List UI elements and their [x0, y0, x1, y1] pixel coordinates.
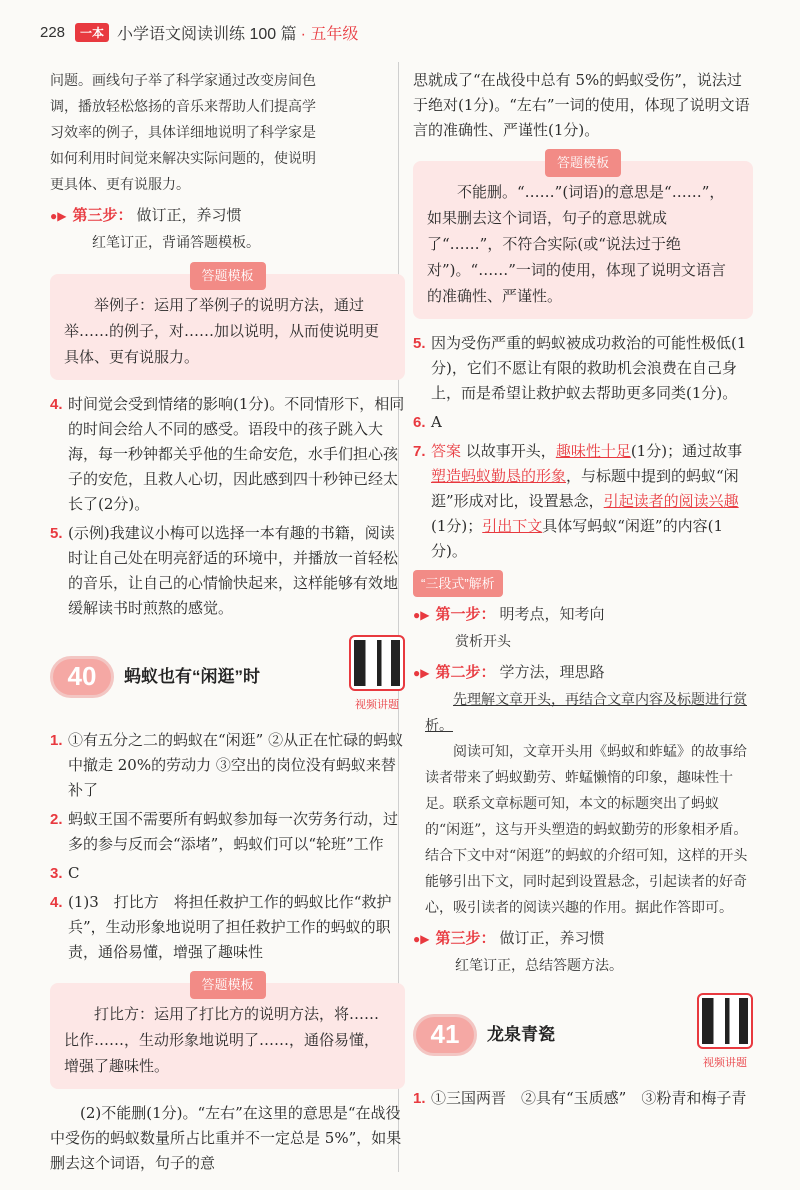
template-tag: 答题模板: [189, 262, 265, 290]
arrow-icon: ●▶: [413, 932, 430, 946]
intro-line: 更具体、更有说服力。: [50, 177, 190, 193]
answer-item: [50, 521, 405, 621]
step-label: 第三步：: [72, 207, 133, 224]
video-qr[interactable]: [349, 635, 405, 718]
analysis-paragraph: 阅读可知，文章开头用《蚂蚁和蚱蜢》的故事给读者带来了蚂蚁勤劳、蚱蜢懒惰的印象，趣味性十足。联系文章标题可知，本文的标题突出了蚂蚁的“闲逛”，这与开头塑造的蚂蚁勤劳的形象相矛盾。结合下文中对“闲逛”的蚂蚁的介绍可知，这样的开头能够引出下文，同时起到设置悬念，引起读者的好奇心，吸引读者的阅读兴趣的作用。据此作答即可。: [425, 744, 748, 916]
step-title: 做订正，养习惯: [136, 207, 242, 224]
answer-item: [50, 728, 405, 803]
answer-label: 答案: [431, 442, 462, 460]
step-label: 第一步：: [435, 606, 496, 623]
template-text: 不能删。“……”(词语)的意思是“……”，如果删去这个词语，句子的意思就成了“……”，不符合实际(或“说法过于绝对”)。“……”一词的使用，体现了说明文语言的准确性、严谨性。: [427, 183, 726, 305]
page-header: [40, 18, 358, 46]
qr-label: 视频讲题: [355, 699, 399, 711]
answer-template-box: [50, 977, 405, 1089]
left-column: [50, 68, 405, 1176]
item-text: [431, 439, 753, 564]
qr-label: 视频讲题: [703, 1057, 747, 1069]
item-number: 7.: [413, 443, 426, 460]
step-note: 红笔订正，总结答题方法。: [455, 958, 623, 974]
section-41-header: [413, 993, 753, 1076]
section-number-badge: 40: [50, 656, 114, 698]
answer-item: [50, 890, 405, 965]
item-text: 蚂蚁王国不需要所有蚂蚁参加每一次劳务行动，过多的参与反而会“添堵”，蚂蚁们可以“轮班”工作: [68, 810, 399, 853]
intro-line: 问题。画线句子举了科学家通过改变房间色: [50, 73, 316, 89]
item-number: 4.: [50, 396, 63, 413]
item-text: (1)3 打比方 将担任救护工作的蚂蚁比作“救护兵”，生动形象地说明了担任救护工作的蚂蚁的职责，通俗易懂，增强了趣味性: [68, 893, 392, 961]
section-40-header: [50, 635, 405, 718]
arrow-icon: ●▶: [413, 666, 430, 680]
step-three: [413, 925, 753, 953]
highlight-span: 引起读者的阅读兴趣: [603, 492, 739, 510]
item-text: ①三国两晋 ②具有“玉质感” ③粉青和梅子青: [431, 1089, 747, 1107]
item-number: 1.: [413, 1090, 426, 1107]
step-label: 第三步：: [435, 930, 496, 947]
template-tag: 答题模板: [545, 149, 621, 177]
arrow-icon: ●▶: [413, 608, 430, 622]
template-text: 举例子：运用了举例子的说明方法，通过举……的例子，对……加以说明，从而使说明更具体、更有说服力。: [64, 296, 380, 366]
answer-continued: (2)不能删(1分)。“左右”在这里的意思是“在战役中受伤的蚂蚁数量所占比重并不一定总是 5%”，如果删去这个词语，句子的意: [50, 1104, 402, 1172]
step-three: [50, 202, 405, 230]
section-title: 蚂蚁也有“闲逛”时: [124, 667, 260, 686]
answer-item: [50, 807, 405, 857]
page-number: 228: [40, 23, 66, 41]
item-text: A: [431, 413, 442, 431]
answer-item: [413, 410, 753, 435]
text-span: 具体写蚂蚁“闲逛”的内容(1分)。: [431, 517, 723, 560]
step-note: 赏析开头: [455, 634, 511, 650]
template-tag: 答题模板: [189, 971, 265, 999]
step-note: 先理解文章开头，再结合文章内容及标题进行赏析。: [425, 692, 747, 734]
intro-line: 调，播放轻松悠扬的音乐来帮助人们提高学: [50, 99, 316, 115]
intro-handwriting: [50, 68, 405, 198]
item-text: C: [68, 864, 80, 882]
item-number: 4.: [50, 894, 63, 911]
step-note: 红笔订正，背诵答题模板。: [92, 235, 260, 251]
step-label: 第二步：: [435, 664, 496, 681]
grade-label: · 五年级: [300, 25, 359, 43]
item-number: 5.: [413, 335, 426, 352]
item-number: 3.: [50, 865, 63, 882]
item-number: 1.: [50, 732, 63, 749]
answer-template-box: [50, 268, 405, 380]
text-span: (1分)；: [431, 517, 483, 535]
book-title: 小学语文阅读训练 100 篇: [117, 25, 297, 43]
item-text: 因为受伤严重的蚂蚁被成功救治的可能性极低(1分)，它们不愿让有限的救助机会浪费在自己身上，而是希望让救护蚁去帮助更多同类(1分)。: [431, 334, 747, 402]
step-two: [413, 659, 753, 687]
answer-item: [413, 439, 753, 564]
intro-line: 如何利用时间觉来解决实际问题的，使说明: [50, 151, 316, 167]
arrow-icon: ●▶: [50, 209, 67, 223]
item-number: 5.: [50, 525, 63, 542]
answer-item: [413, 1086, 753, 1111]
item-number: 2.: [50, 811, 63, 828]
answer-template-box: [413, 155, 753, 319]
item-text: 时间觉会受到情绪的影响(1分)。不同情形下，相同的时间会给人不同的感受。语段中的孩子跳入大海，每一秒钟都关乎他的生命安危，水手们担心孩子的安危，且救人心切，因此感到四十秒钟已经太长了(2分)。: [68, 395, 405, 513]
step-one: [413, 601, 753, 629]
section-title: 龙泉青瓷: [487, 1025, 555, 1044]
video-qr[interactable]: [697, 993, 753, 1076]
answer-item: [50, 861, 405, 886]
highlight-span: 趣味性十足: [555, 442, 631, 460]
highlight-span: 塑造蚂蚁勤恳的形象: [431, 467, 567, 485]
item-text: ①有五分之二的蚂蚁在“闲逛” ②从正在忙碌的蚂蚁中撤走 20%的劳动力 ③空出的岗位没有蚂蚁来替补了: [68, 731, 404, 799]
analysis-tag: “三段式”解析: [413, 570, 503, 597]
text-span: ，与标题中提到的蚂蚁“闲逛”形成对比，设置悬念，: [431, 467, 739, 510]
text-span: 以故事开头，: [465, 442, 556, 460]
right-column: [413, 68, 753, 1111]
item-text: (示例)我建议小梅可以选择一本有趣的书籍，阅读时让自己处在明亮舒适的环境中，并播放一首轻松的音乐，让自己的心情愉快起来，这样能够有效地缓解读书时煎熬的感觉。: [68, 524, 399, 617]
highlight-span: 引出下文: [482, 517, 543, 535]
section-number-badge: 41: [413, 1014, 477, 1056]
intro-line: 习效率的例子，具体详细地说明了科学家是: [50, 125, 316, 141]
answer-continued: 思就成了“在战役中总有 5%的蚂蚁受伤”，说法过于绝对(1分)。“左右”一词的使用，体现了说明文语言的准确性、严谨性(1分)。: [413, 71, 750, 139]
qr-code-icon[interactable]: [349, 635, 405, 691]
step-title: 学方法，理思路: [499, 664, 605, 681]
brand-logo: 一本: [75, 23, 109, 42]
step-title: 明考点，知考向: [499, 606, 605, 623]
answer-item: [413, 331, 753, 406]
template-text: 打比方：运用了打比方的说明方法，将……比作……，生动形象地说明了……，通俗易懂，增强了趣味性。: [64, 1005, 380, 1075]
text-span: (1分)；通过故事: [630, 442, 743, 460]
step-title: 做订正，养习惯: [499, 930, 605, 947]
answer-item: [50, 392, 405, 517]
qr-code-icon[interactable]: [697, 993, 753, 1049]
item-number: 6.: [413, 414, 426, 431]
